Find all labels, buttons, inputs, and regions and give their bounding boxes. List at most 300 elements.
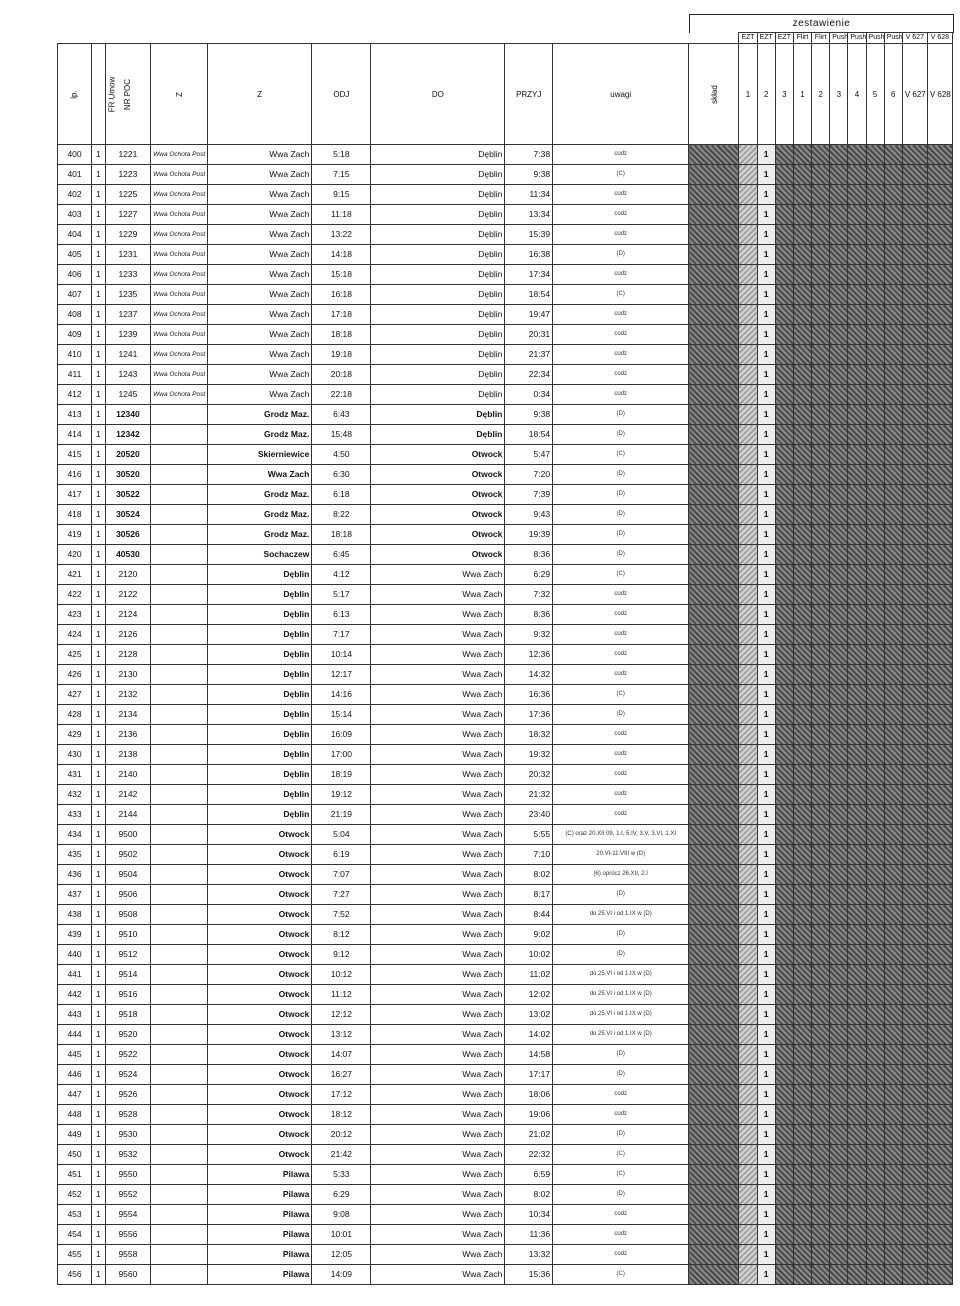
row-from-station — [151, 665, 208, 685]
unit-count-cell: 1 — [757, 1025, 775, 1045]
set-cell — [812, 825, 830, 845]
row-fr: 1 — [92, 865, 106, 885]
set-cell — [775, 785, 793, 805]
row-arrival: 13:02 — [505, 1005, 553, 1025]
set-cell — [793, 625, 811, 645]
set-cell — [927, 665, 952, 685]
row-from-station — [151, 905, 208, 925]
row-train-number: 1231 — [105, 245, 150, 265]
set-cell — [884, 685, 902, 705]
row-destination: Wwa Zach — [371, 1165, 505, 1185]
row-arrival: 19:32 — [505, 745, 553, 765]
composition-cell — [689, 785, 739, 805]
set-cell — [830, 1225, 848, 1245]
row-destination: Wwa Zach — [371, 1025, 505, 1045]
set-cell — [793, 905, 811, 925]
row-lp: 437 — [58, 885, 92, 905]
unit-count-cell: 1 — [757, 245, 775, 265]
set-cell — [830, 1245, 848, 1265]
row-destination: Wwa Zach — [371, 605, 505, 625]
set-cell — [775, 685, 793, 705]
row-lp: 431 — [58, 765, 92, 785]
set-cell — [793, 525, 811, 545]
set-cell — [884, 765, 902, 785]
row-fr: 1 — [92, 1105, 106, 1125]
set-cell — [884, 1085, 902, 1105]
composition-cell — [689, 1105, 739, 1125]
unit-count-cell: 1 — [757, 925, 775, 945]
row-train-number: 1229 — [105, 225, 150, 245]
set-cell — [902, 745, 927, 765]
row-fr: 1 — [92, 1225, 106, 1245]
row-train-number: 30524 — [105, 505, 150, 525]
row-origin: Grodz Maz. — [207, 405, 311, 425]
set-cell — [884, 805, 902, 825]
table-row — [58, 605, 953, 625]
set-cell — [902, 885, 927, 905]
row-destination: Wwa Zach — [371, 785, 505, 805]
set-cell — [884, 445, 902, 465]
row-remarks: codz — [553, 325, 689, 345]
composition-cell — [689, 1225, 739, 1245]
set-cell — [866, 625, 884, 645]
set-cell — [884, 745, 902, 765]
row-lp: 419 — [58, 525, 92, 545]
row-lp: 450 — [58, 1145, 92, 1165]
row-train-number: 9560 — [105, 1265, 150, 1285]
row-train-number: 9558 — [105, 1245, 150, 1265]
row-departure: 6:43 — [312, 405, 371, 425]
set-cell — [927, 965, 952, 985]
row-departure: 5:04 — [312, 825, 371, 845]
set-cell — [848, 465, 866, 485]
set-cell — [830, 425, 848, 445]
set-cell — [866, 1125, 884, 1145]
row-lp: 453 — [58, 1205, 92, 1225]
unit-count-cell: 1 — [757, 965, 775, 985]
set-cell — [884, 845, 902, 865]
composition-cell — [689, 645, 739, 665]
set-column-header: 3 — [830, 44, 848, 145]
set-cell — [866, 245, 884, 265]
composition-cell — [689, 365, 739, 385]
row-lp: 407 — [58, 285, 92, 305]
row-lp: 430 — [58, 745, 92, 765]
row-from-station — [151, 1045, 208, 1065]
set-cell — [902, 825, 927, 845]
row-origin: Wwa Zach — [207, 465, 311, 485]
row-remarks: codz — [553, 1105, 689, 1125]
set-cell — [927, 1045, 952, 1065]
set-cell — [793, 1265, 811, 1285]
row-fr: 1 — [92, 405, 106, 425]
set-cell — [775, 365, 793, 385]
row-arrival: 6:29 — [505, 565, 553, 585]
set-cell — [775, 465, 793, 485]
set-cell — [927, 445, 952, 465]
set-cell — [739, 485, 757, 505]
set-cell — [739, 1125, 757, 1145]
row-arrival: 9:02 — [505, 925, 553, 945]
row-arrival: 18:54 — [505, 425, 553, 445]
set-cell — [927, 1185, 952, 1205]
row-from-station: Wwa Ochota Post — [151, 185, 208, 205]
set-cell — [830, 1265, 848, 1285]
set-cell — [793, 365, 811, 385]
row-departure: 13:12 — [312, 1025, 371, 1045]
row-remarks: codz — [553, 605, 689, 625]
set-cell — [927, 145, 952, 165]
unit-count-cell: 1 — [757, 945, 775, 965]
set-cell — [739, 1145, 757, 1165]
row-arrival: 17:17 — [505, 1065, 553, 1085]
row-train-number: 2124 — [105, 605, 150, 625]
row-destination: Otwock — [371, 545, 505, 565]
set-cell — [927, 745, 952, 765]
set-cell — [830, 1185, 848, 1205]
row-from-station — [151, 585, 208, 605]
row-train-number: 1241 — [105, 345, 150, 365]
table-row — [58, 185, 953, 205]
set-type-label: Flirt — [812, 33, 830, 44]
set-cell — [902, 725, 927, 745]
set-cell — [830, 785, 848, 805]
set-cell — [775, 405, 793, 425]
row-from-station — [151, 565, 208, 585]
unit-count-cell: 1 — [757, 265, 775, 285]
row-fr: 1 — [92, 985, 106, 1005]
table-row — [58, 205, 953, 225]
set-cell — [866, 1025, 884, 1045]
set-cell — [927, 265, 952, 285]
row-lp: 416 — [58, 465, 92, 485]
unit-count-cell: 1 — [757, 705, 775, 725]
table-row — [58, 765, 953, 785]
set-cell — [927, 705, 952, 725]
set-cell — [848, 705, 866, 725]
row-fr: 1 — [92, 1005, 106, 1025]
set-cell — [927, 625, 952, 645]
set-cell — [848, 545, 866, 565]
row-fr: 1 — [92, 585, 106, 605]
set-cell — [775, 265, 793, 285]
set-cell — [739, 1165, 757, 1185]
row-remarks: (D) — [553, 525, 689, 545]
set-cell — [866, 1065, 884, 1085]
row-arrival: 9:38 — [505, 165, 553, 185]
set-cell — [866, 665, 884, 685]
row-remarks: (D) — [553, 425, 689, 445]
set-cell — [884, 645, 902, 665]
table-row — [58, 645, 953, 665]
set-cell — [927, 405, 952, 425]
set-cell — [902, 545, 927, 565]
table-row — [58, 1005, 953, 1025]
set-cell — [848, 1105, 866, 1125]
set-cell — [866, 145, 884, 165]
unit-count-cell: 1 — [757, 305, 775, 325]
row-arrival: 8:36 — [505, 545, 553, 565]
row-destination: Wwa Zach — [371, 1225, 505, 1245]
row-destination: Dęblin — [371, 425, 505, 445]
row-departure: 15:18 — [312, 265, 371, 285]
set-type-label: Push — [884, 33, 902, 44]
row-fr: 1 — [92, 1025, 106, 1045]
set-cell — [739, 365, 757, 385]
row-fr: 1 — [92, 965, 106, 985]
set-cell — [739, 785, 757, 805]
set-cell — [884, 205, 902, 225]
row-remarks: (C) — [553, 285, 689, 305]
row-lp: 455 — [58, 1245, 92, 1265]
set-cell — [830, 1105, 848, 1125]
unit-count-cell: 1 — [757, 465, 775, 485]
set-cell — [848, 945, 866, 965]
table-row — [58, 525, 953, 545]
row-train-number: 9512 — [105, 945, 150, 965]
composition-cell — [689, 685, 739, 705]
row-origin: Pilawa — [207, 1165, 311, 1185]
row-arrival: 11:36 — [505, 1225, 553, 1245]
set-cell — [884, 545, 902, 565]
table-row — [58, 805, 953, 825]
table-row — [58, 725, 953, 745]
set-cell — [902, 225, 927, 245]
row-destination: Wwa Zach — [371, 645, 505, 665]
row-origin: Otwock — [207, 865, 311, 885]
row-origin: Wwa Zach — [207, 345, 311, 365]
set-cell — [866, 1085, 884, 1105]
row-arrival: 12:36 — [505, 645, 553, 665]
set-cell — [848, 1085, 866, 1105]
row-remarks: (6) oprócz 26.XII, 2.I — [553, 865, 689, 885]
row-from-station: Wwa Ochota Post — [151, 325, 208, 345]
set-cell — [739, 1225, 757, 1245]
set-cell — [775, 285, 793, 305]
set-cell — [866, 525, 884, 545]
row-from-station: Wwa Ochota Post — [151, 225, 208, 245]
row-destination: Wwa Zach — [371, 925, 505, 945]
set-cell — [848, 625, 866, 645]
set-cell — [884, 925, 902, 945]
set-cell — [884, 585, 902, 605]
set-cell — [793, 265, 811, 285]
table-row — [58, 1125, 953, 1145]
set-cell — [866, 685, 884, 705]
set-cell — [793, 245, 811, 265]
row-origin: Dęblin — [207, 665, 311, 685]
composition-cell — [689, 965, 739, 985]
set-cell — [775, 545, 793, 565]
set-cell — [812, 1225, 830, 1245]
composition-cell — [689, 945, 739, 965]
row-destination: Dęblin — [371, 245, 505, 265]
set-cell — [830, 1085, 848, 1105]
set-cell — [830, 165, 848, 185]
table-row — [58, 365, 953, 385]
row-fr: 1 — [92, 1125, 106, 1145]
set-cell — [739, 165, 757, 185]
row-remarks: codz — [553, 265, 689, 285]
set-cell — [866, 725, 884, 745]
row-departure: 14:18 — [312, 245, 371, 265]
row-remarks: codz — [553, 665, 689, 685]
row-origin: Otwock — [207, 1005, 311, 1025]
set-cell — [739, 885, 757, 905]
set-cell — [927, 585, 952, 605]
unit-count-cell: 1 — [757, 1105, 775, 1125]
set-cell — [902, 1085, 927, 1105]
composition-cell — [689, 1145, 739, 1165]
row-destination: Dęblin — [371, 285, 505, 305]
row-origin: Skierniewice — [207, 445, 311, 465]
set-cell — [830, 1145, 848, 1165]
row-fr: 1 — [92, 225, 106, 245]
row-from-station — [151, 945, 208, 965]
set-cell — [902, 1065, 927, 1085]
unit-count-cell: 1 — [757, 1145, 775, 1165]
row-train-number: 2126 — [105, 625, 150, 645]
set-cell — [884, 1145, 902, 1165]
unit-count-cell: 1 — [757, 1045, 775, 1065]
unit-count-cell: 1 — [757, 905, 775, 925]
row-destination: Dęblin — [371, 185, 505, 205]
row-remarks: (D) — [553, 465, 689, 485]
set-cell — [884, 265, 902, 285]
row-lp: 406 — [58, 265, 92, 285]
set-cell — [793, 805, 811, 825]
set-cell — [775, 525, 793, 545]
set-cell — [927, 345, 952, 365]
set-cell — [812, 205, 830, 225]
set-cell — [927, 285, 952, 305]
set-cell — [812, 485, 830, 505]
set-cell — [927, 1005, 952, 1025]
row-fr: 1 — [92, 645, 106, 665]
set-cell — [793, 1165, 811, 1185]
row-remarks: codz — [553, 785, 689, 805]
row-destination: Otwock — [371, 525, 505, 545]
row-remarks: (D) — [553, 885, 689, 905]
unit-count-cell: 1 — [757, 1245, 775, 1265]
set-cell — [775, 1145, 793, 1165]
row-from-station — [151, 685, 208, 705]
table-row — [58, 405, 953, 425]
unit-count-cell: 1 — [757, 165, 775, 185]
set-cell — [830, 1125, 848, 1145]
row-departure: 15:14 — [312, 705, 371, 725]
row-fr: 1 — [92, 1085, 106, 1105]
unit-count-cell: 1 — [757, 845, 775, 865]
set-cell — [793, 1145, 811, 1165]
row-origin: Grodz Maz. — [207, 505, 311, 525]
set-cell — [739, 1105, 757, 1125]
row-origin: Otwock — [207, 1045, 311, 1065]
set-cell — [866, 505, 884, 525]
row-destination: Dęblin — [371, 265, 505, 285]
set-cell — [793, 345, 811, 365]
row-train-number: 9528 — [105, 1105, 150, 1125]
set-cell — [739, 945, 757, 965]
row-arrival: 7:20 — [505, 465, 553, 485]
set-cell — [902, 525, 927, 545]
row-train-number: 30522 — [105, 485, 150, 505]
set-cell — [927, 945, 952, 965]
set-cell — [812, 1045, 830, 1065]
set-cell — [848, 765, 866, 785]
table-row — [58, 1265, 953, 1285]
set-cell — [793, 1005, 811, 1025]
row-arrival: 16:38 — [505, 245, 553, 265]
row-origin: Dęblin — [207, 565, 311, 585]
set-cell — [848, 1165, 866, 1185]
row-lp: 425 — [58, 645, 92, 665]
row-train-number: 20520 — [105, 445, 150, 465]
table-row — [58, 745, 953, 765]
row-remarks: (D) — [553, 505, 689, 525]
set-cell — [793, 165, 811, 185]
set-cell — [812, 645, 830, 665]
table-row — [58, 865, 953, 885]
unit-count-cell: 1 — [757, 485, 775, 505]
set-cell — [902, 845, 927, 865]
row-origin: Otwock — [207, 1025, 311, 1045]
header-row — [58, 44, 953, 145]
table-row — [58, 465, 953, 485]
composition-cell — [689, 885, 739, 905]
set-cell — [739, 345, 757, 365]
set-cell — [902, 385, 927, 405]
set-cell — [812, 725, 830, 745]
row-lp: 433 — [58, 805, 92, 825]
row-fr: 1 — [92, 565, 106, 585]
set-cell — [902, 165, 927, 185]
row-origin: Wwa Zach — [207, 285, 311, 305]
set-cell — [902, 625, 927, 645]
unit-count-cell: 1 — [757, 645, 775, 665]
set-cell — [902, 1205, 927, 1225]
row-train-number: 9514 — [105, 965, 150, 985]
set-cell — [884, 385, 902, 405]
set-cell — [902, 305, 927, 325]
set-cell — [812, 1205, 830, 1225]
row-arrival: 19:39 — [505, 525, 553, 545]
row-remarks: codz — [553, 805, 689, 825]
row-fr: 1 — [92, 665, 106, 685]
set-cell — [739, 405, 757, 425]
set-cell — [793, 385, 811, 405]
row-lp: 445 — [58, 1045, 92, 1065]
set-cell — [775, 605, 793, 625]
row-arrival: 11:34 — [505, 185, 553, 205]
row-remarks: (D) — [553, 1125, 689, 1145]
set-cell — [793, 585, 811, 605]
row-from-station: Wwa Ochota Post — [151, 245, 208, 265]
row-remarks: (D) — [553, 945, 689, 965]
set-cell — [775, 645, 793, 665]
row-from-station — [151, 545, 208, 565]
row-lp: 400 — [58, 145, 92, 165]
row-lp: 426 — [58, 665, 92, 685]
unit-count-cell: 1 — [757, 725, 775, 745]
row-destination: Wwa Zach — [371, 1185, 505, 1205]
set-cell — [848, 445, 866, 465]
row-fr: 1 — [92, 505, 106, 525]
row-arrival: 20:32 — [505, 765, 553, 785]
row-origin: Otwock — [207, 965, 311, 985]
row-remarks: codz — [553, 1085, 689, 1105]
unit-count-cell: 1 — [757, 565, 775, 585]
